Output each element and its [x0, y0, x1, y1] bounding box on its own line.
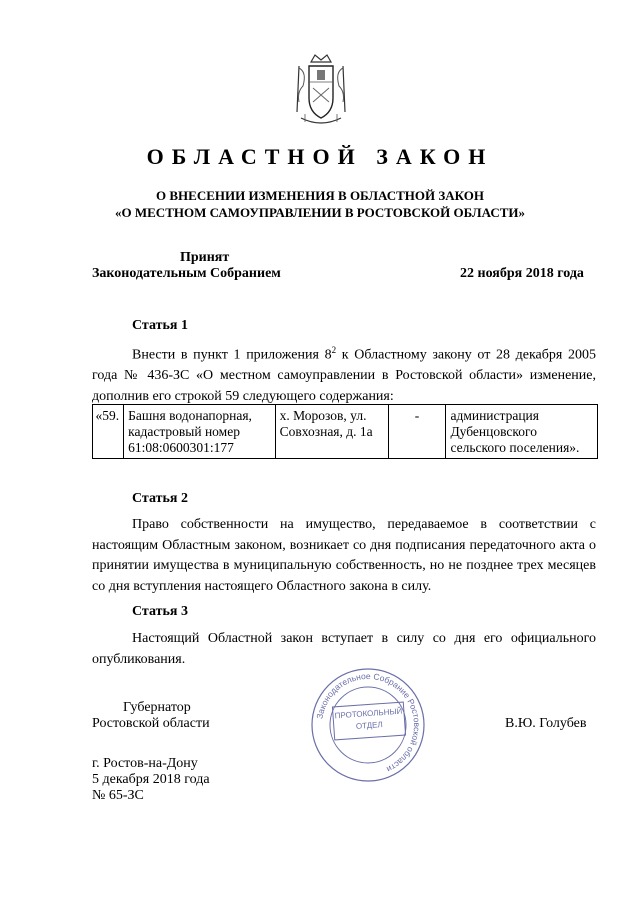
extra-cell: -	[388, 405, 446, 459]
article1-heading: Статья 1	[132, 318, 188, 333]
signing-date: 5 декабря 2018 года	[92, 772, 210, 787]
row-number-cell: «59.	[93, 405, 124, 459]
stamp-center-box	[332, 702, 406, 741]
adopted-label: Принят	[180, 250, 230, 265]
article1-text-part1: Внести в пункт 1 приложения 8	[132, 347, 332, 363]
adopted-date: 22 ноября 2018 года	[460, 266, 584, 281]
stamp-center-line2: ОТДЕЛ	[355, 720, 384, 731]
stamp-ring-text: Законодательное Собрание Ростовской области	[314, 670, 423, 775]
article2-text: Право собственности на имущество, передаваемое в соответствии с настоящим Областным законом, возникает со дня подписания передаточного акта о принятии имущества в муниципальную собственность, но не позднее трех месяцев со дня вступления настоящего Областного закона в силу.	[92, 517, 596, 594]
article1-text	[92, 340, 596, 407]
article1-text-part2: к Областному закону от 28 декабря 2005 года № 436-ЗС «О местном самоуправлении в Ростовской области» изменение, дополнив его строкой 59 следующего содержания:	[92, 347, 596, 404]
coat-of-arms-icon	[293, 52, 349, 130]
stamp-center-line1: ПРОТОКОЛЬНЫЙ	[334, 706, 403, 721]
amendment-table	[92, 404, 598, 459]
signing-place: г. Ростов-на-Дону	[92, 756, 198, 771]
article1-superscript: 2	[331, 345, 337, 355]
article3-heading: Статья 3	[132, 604, 188, 619]
adopted-by: Законодательным Собранием	[92, 266, 281, 281]
address-cell: х. Морозов, ул. Совхозная, д. 1а	[275, 405, 388, 459]
signatory-region: Ростовской области	[92, 716, 210, 731]
object-cell: Башня водонапорная, кадастровый номер 61:08:0600301:177	[124, 405, 276, 459]
owner-cell: администрация Дубенцовского сельского поселения».	[446, 405, 598, 459]
signatory-name: В.Ю. Голубев	[505, 716, 587, 731]
law-number: № 65-ЗС	[92, 788, 144, 803]
document-title: ОБЛАСТНОЙ ЗАКОН	[146, 144, 494, 169]
document-subtitle-line2: «О МЕСТНОМ САМОУПРАВЛЕНИИ В РОСТОВСКОЙ ОБЛАСТИ»	[115, 205, 525, 220]
article2-heading: Статья 2	[132, 491, 188, 506]
signatory-title: Губернатор	[123, 700, 191, 715]
document-subtitle-line1: О ВНЕСЕНИИ ИЗМЕНЕНИЯ В ОБЛАСТНОЙ ЗАКОН	[156, 188, 484, 203]
article3-text: Настоящий Областной закон вступает в силу со дня его официального опубликования.	[92, 631, 596, 667]
table-row	[93, 405, 598, 459]
